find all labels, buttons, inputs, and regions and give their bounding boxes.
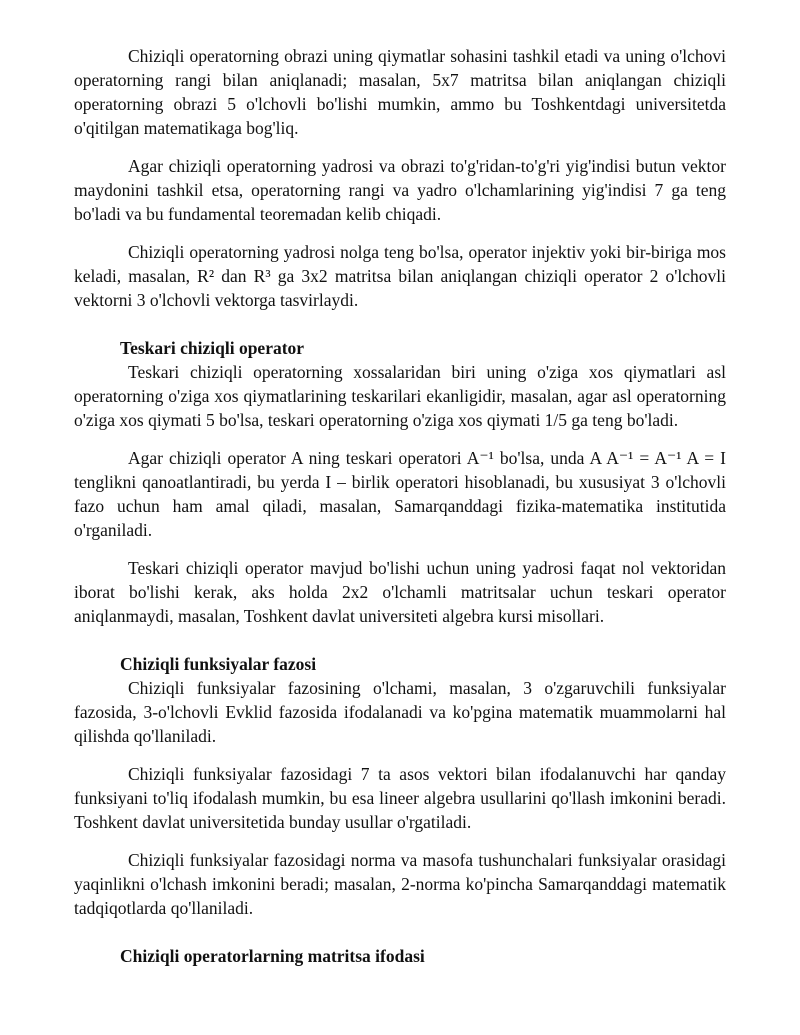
heading-function-space: Chiziqli funksiyalar fazosi [120,654,317,674]
paragraph-norm-distance: Chiziqli funksiyalar fazosidagi norma va masofa tushunchalari funksiyalar orasidagi yaqinlikni o'lchash imkonini beradi; masalan, 2-norma ko'pincha Samarqanddagi matematik tadqiqotlarda qo'llaniladi. [74,850,726,918]
paragraph-injective: Chiziqli operatorning yadrosi nolga teng bo'lsa, operator injektiv yoki bir-biriga mos keladi, masalan, R² dan R³ ga 3x2 matritsa bilan aniqlangan chiziqli operator 2 o'lchovli vektorni 3 o'lchovli vektorga tasvirlaydi. [74,242,726,310]
paragraph-inverse-eigenvalues: Teskari chiziqli operatorning xossalaridan biri uning o'ziga xos qiymatlari asl operatorning o'ziga xos qiymatlarining teskarilari ekanligidir, masalan, agar asl operatorning o'ziga xos qiymati 5 bo'lsa, teskari operatorning o'ziga xos qiymati 1/5 ga teng bo'ladi. [74,362,726,430]
paragraph-image-rank: Chiziqli operatorning obrazi uning qiymatlar sohasini tashkil etadi va uning o'lchovi operatorning rangi bilan aniqlanadi; masalan, 5x7 matritsa bilan aniqlangan chiziqli operatorning obrazi 5 o'lchovli bo'lishi mumkin, ammo bu Toshkentdagi universitetda o'qitilgan matematikaga bog'liq. [74,46,726,138]
paragraph-function-space-dimension: Chiziqli funksiyalar fazosining o'lchami, masalan, 3 o'zgaruvchili funksiyalar fazosida, 3-o'lchovli Evklid fazosida ifodalanadi va ko'pgina matematik muammolarni hal qilishda qo'llaniladi. [74,678,726,746]
document-page [74,44,726,968]
heading-matrix-representation: Chiziqli operatorlarning matritsa ifodasi [120,946,425,966]
paragraph-inverse-existence: Teskari chiziqli operator mavjud bo'lishi uchun uning yadrosi faqat nol vektoridan iborat bo'lishi kerak, aks holda 2x2 o'lchamli matritsalar uchun teskari operator aniqlanmaydi, masalan, Toshkent davlat universiteti algebra kursi misollari. [74,558,726,626]
paragraph-basis-vectors: Chiziqli funksiyalar fazosidagi 7 ta asos vektori bilan ifodalanuvchi har qanday funksiyani to'liq ifodalash mumkin, bu esa lineer algebra usullarini qo'llash imkonini beradi. Toshkent davlat universitetida bunday usullar o'rgatiladi. [74,764,726,832]
paragraph-inverse-identity: Agar chiziqli operator A ning teskari operatori A⁻¹ bo'lsa, unda A A⁻¹ = A⁻¹ A = I tenglikni qanoatlantiradi, bu yerda I – birlik operatori hisoblanadi, bu xususiyat 3 o'lchovli fazo uchun ham amal qiladi, masalan, Samarqanddagi fizika-matematika institutida o'rganiladi. [74,448,726,540]
paragraph-kernel-image-sum: Agar chiziqli operatorning yadrosi va obrazi to'g'ridan-to'g'ri yig'indisi butun vektor maydonini tashkil etsa, operatorning rangi va yadro o'lchamlarining yig'indisi 7 ga teng bo'ladi va bu fundamental teoremadan kelib chiqadi. [74,156,726,224]
heading-inverse-operator: Teskari chiziqli operator [120,338,305,358]
